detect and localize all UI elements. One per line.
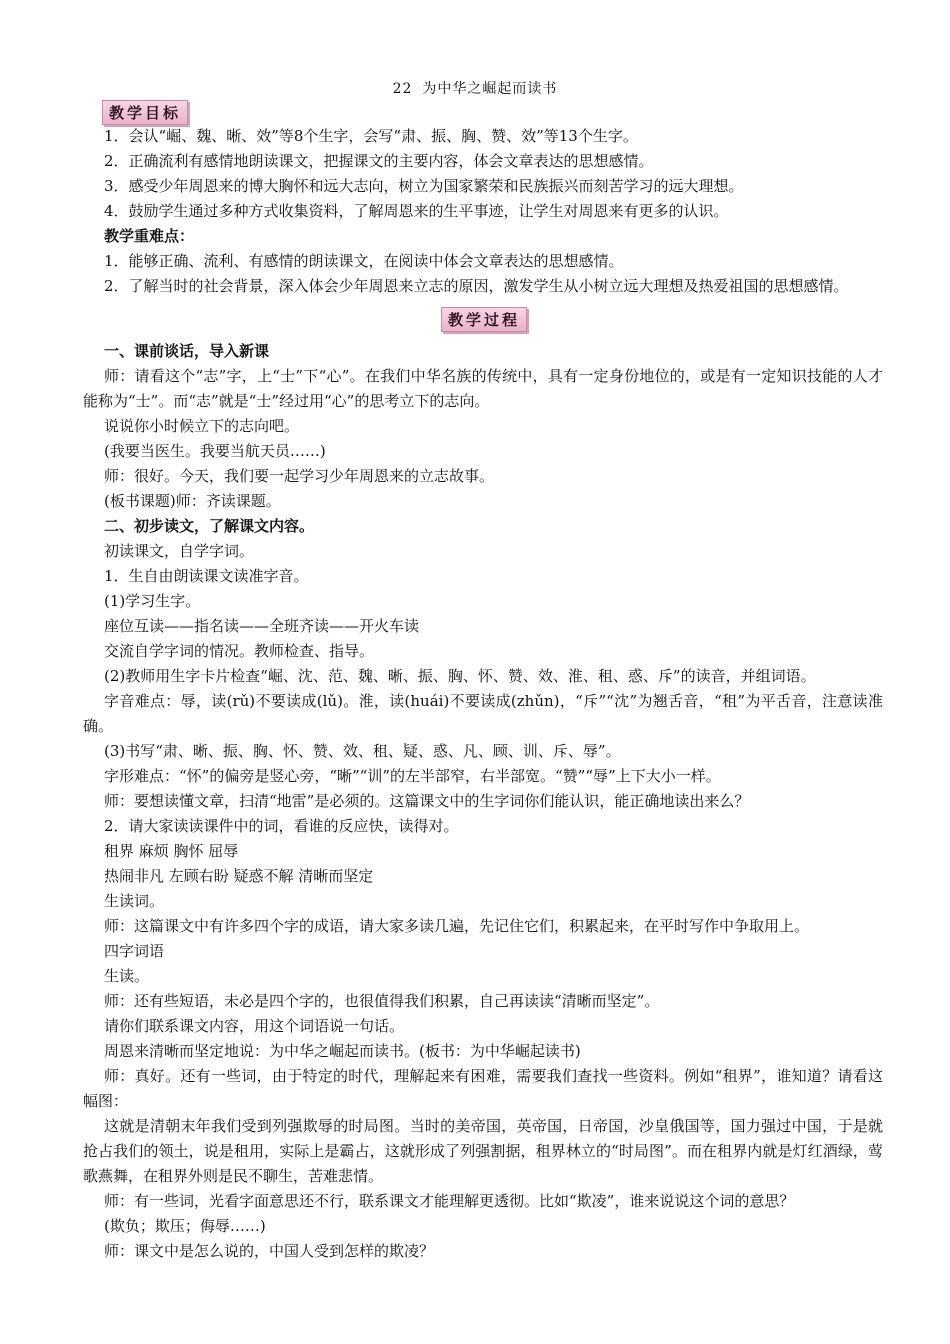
lesson-title-text: 为中华之崛起而读书 [422, 81, 558, 97]
objective-item: 2．正确流利有感情地朗读课文，把握课文的主要内容，体会文章表达的思想感情。 [104, 152, 654, 170]
paragraph: 1．生自由朗读课文读准字音。 [104, 567, 309, 585]
key-points-heading: 教学重难点： [104, 227, 195, 245]
paragraph: (欺负；欺压；侮辱……) [104, 1217, 266, 1235]
paragraph: 交流自学字词的情况。教师检查、指导。 [104, 642, 375, 660]
paragraph: 师：这篇课文中有许多四个字的成语，请大家多读几遍，先记住它们，积累起来，在平时写作中争取用上。 [104, 917, 810, 935]
word-list: 租界 麻烦 胸怀 屈辱 [104, 842, 239, 860]
key-point-item: 1．能够正确、流利、有感情的朗读课文，在阅读中体会文章表达的思想感情。 [104, 252, 624, 270]
section-heading: 一、课前谈话，导入新课 [104, 342, 270, 360]
document-body [83, 124, 883, 1264]
paragraph: 说说你小时候立下的志向吧。 [104, 417, 300, 435]
section-heading: 二、初步读文，了解课文内容。 [104, 517, 315, 535]
paragraph: 师：真好。还有一些词，由于特定的时代，理解起来有困难，需要我们查找一些资料。例如“租界”，谁知道？请看这幅图： [83, 1067, 883, 1110]
word-list: 热闹非凡 左顾右盼 疑惑不解 清晰而坚定 [104, 867, 374, 885]
lesson-title [0, 78, 950, 98]
process-banner: 教学过程 [441, 307, 527, 332]
paragraph: 师：还有些短语，未必是四个字的，也很值得我们积累，自己再读读“清晰而坚定”。 [104, 992, 660, 1010]
paragraph: 字音难点：辱，读(rǔ)不要读成(lǔ)。淮，读(huái)不要读成(zhǔn)，“斥”“沈”为翘舌音，“租”为平舌音，注意读准确。 [83, 692, 883, 735]
paragraph: 师：课文中是怎么说的，中国人受到怎样的欺凌？ [104, 1242, 435, 1260]
paragraph: 字形难点：“怀”的偏旁是竖心旁，“晰”“训”的左半部窄，右半部宽。“赞”“辱”上下大小一样。 [104, 767, 721, 785]
paragraph: (我要当医生。我要当航天员……) [104, 442, 326, 460]
paragraph: 2．请大家读读课件中的词，看谁的反应快，读得对。 [104, 817, 459, 835]
paragraph: 师：很好。今天，我们要一起学习少年周恩来的立志故事。 [104, 467, 495, 485]
paragraph: 请你们联系课文内容，用这个词语说一句话。 [104, 1017, 405, 1035]
paragraph: 生读。 [104, 967, 150, 985]
key-point-item: 2．了解当时的社会背景，深入体会少年周恩来立志的原因，激发学生从小树立远大理想及热爱祖国的思想感情。 [104, 277, 849, 295]
paragraph: (2)教师用生字卡片检查“崛、沈、范、魏、晰、振、胸、怀、赞、效、淮、租、惑、斥”的读音，并组词语。 [104, 667, 816, 685]
paragraph: (1)学习生字。 [104, 592, 201, 610]
paragraph: 座位互读——指名读——全班齐读——开火车读 [104, 617, 420, 635]
objective-item: 1．会认“崛、魏、晰、效”等8个生字，会写“肃、振、胸、赞、效”等13个生字。 [104, 127, 638, 145]
paragraph: 生读词。 [104, 892, 165, 910]
paragraph: 周恩来清晰而坚定地说：为中华之崛起而读书。(板书：为中华崛起读书) [104, 1042, 581, 1060]
paragraph: 师：要想读懂文章，扫清“地雷”是必须的。这篇课文中的生字词你们能认识，能正确地读出来么？ [104, 792, 750, 810]
paragraph: 四字词语 [104, 942, 165, 960]
paragraph: 初读课文，自学字词。 [104, 542, 255, 560]
objective-item: 3．感受少年周恩来的博大胸怀和远大志向，树立为国家繁荣和民族振兴而刻苦学习的远大理想。 [104, 177, 744, 195]
process-banner-row [83, 299, 883, 339]
objectives-banner: 教学目标 [102, 100, 188, 125]
paragraph: 师：有一些词，光看字面意思还不行，联系课文才能理解更透彻。比如“欺凌”，谁来说说这个词的意思？ [104, 1192, 795, 1210]
paragraph: (板书课题)师：齐读课题。 [104, 492, 281, 510]
objective-item: 4．鼓励学生通过多种方式收集资料，了解周恩来的生平事迹，让学生对周恩来有更多的认识。 [104, 202, 729, 220]
paragraph: 师：请看这个“志”字，上“士”下“心”。在我们中华名族的传统中，具有一定身份地位的，或是有一定知识技能的人才能称为“士”。而“志”就是“士”经过用“心”的思考立下的志向。 [83, 367, 883, 410]
paragraph: (3)书写“肃、晰、振、胸、怀、赞、效、租、疑、惑、凡、顾、训、斥、辱”。 [104, 742, 621, 760]
lesson-number: 22 [392, 81, 413, 97]
paragraph: 这就是清朝末年我们受到列强欺辱的时局图。当时的美帝国，英帝国，日帝国，沙皇俄国等，国力强过中国，于是就抢占我们的领土，说是租用，实际上是霸占，这就形成了列强割据，租界林立的“时局图”。而在租界内就是灯红酒绿，莺歌燕舞，在租界外则是民不聊生，苦难悲情。 [83, 1117, 883, 1185]
